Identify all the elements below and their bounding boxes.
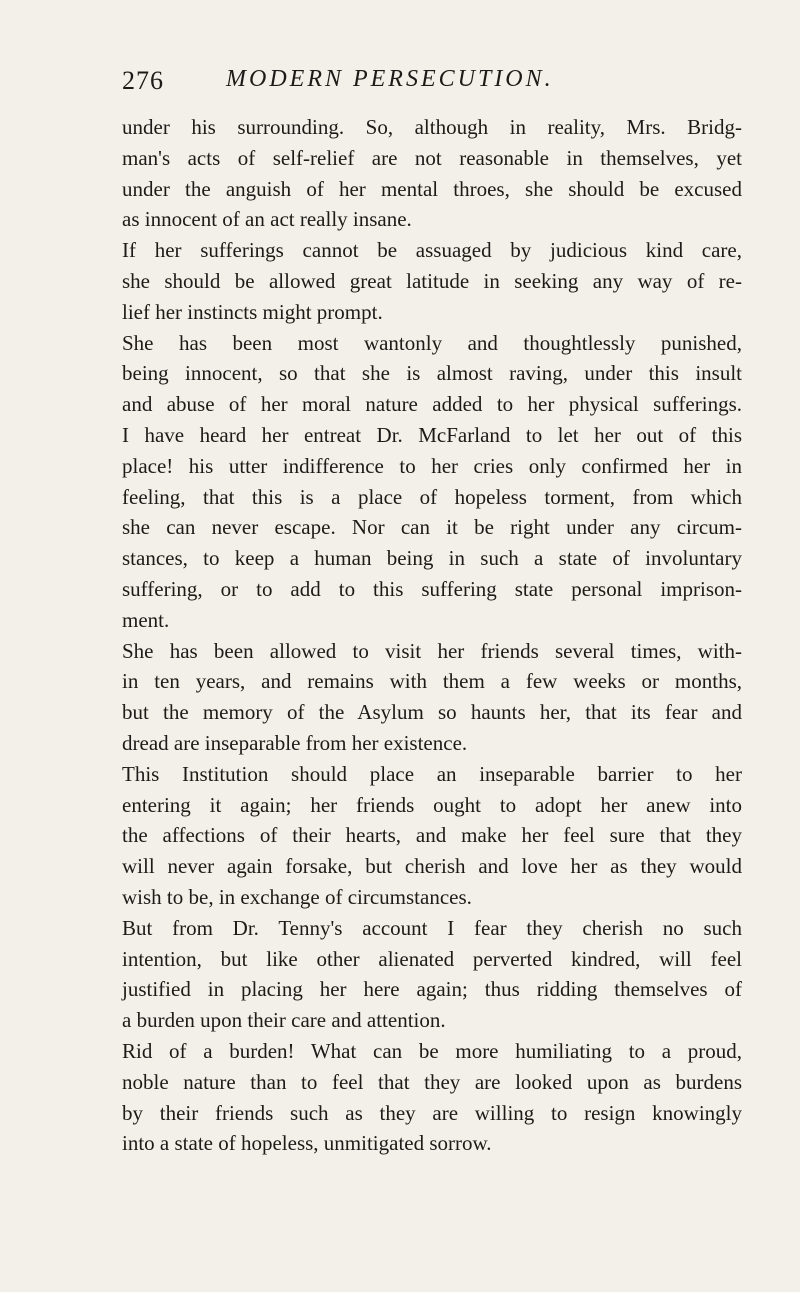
text-line: as innocent of an act really insane.	[122, 207, 412, 232]
text-line: intention, but like other alienated perverted kindred, will feel	[122, 946, 742, 971]
text-line: in ten years, and remains with them a few weeks or months,	[122, 669, 742, 694]
text-line: This Institution should place an inseparable barrier to her	[122, 761, 742, 786]
text-line: But from Dr. Tenny's account I fear they cherish no such	[122, 915, 742, 940]
text-line: I have heard her entreat Dr. McFarland to let her out of this	[122, 422, 742, 447]
text-line: will never again forsake, but cherish and love her as they would	[122, 854, 742, 879]
text-line: by their friends such as they are willing to resign knowingly	[122, 1100, 742, 1125]
text-line: into a state of hopeless, unmitigated sorrow.	[122, 1131, 492, 1156]
text-line: wish to be, in exchange of circumstances.	[122, 884, 472, 909]
text-line: a burden upon their care and attention.	[122, 1008, 446, 1033]
text-line: the affections of their hearts, and make her feel sure that they	[122, 823, 742, 848]
text-line: she should be allowed great latitude in seeking any way of re-	[122, 268, 742, 293]
text-line: and abuse of her moral nature added to her physical sufferings.	[122, 392, 742, 417]
text-line: under his surrounding. So, although in reality, Mrs. Bridg-	[122, 115, 742, 139]
text-line: being innocent, so that she is almost raving, under this insult	[122, 361, 742, 386]
text-line: but the memory of the Asylum so haunts her, that its fear and	[122, 700, 742, 725]
page-header	[122, 58, 742, 98]
body-text	[122, 112, 742, 1159]
text-line: She has been most wantonly and thoughtlessly punished,	[122, 330, 742, 355]
text-line: entering it again; her friends ought to adopt her anew into	[122, 792, 742, 817]
text-line: man's acts of self-relief are not reasonable in themselves, yet	[122, 145, 742, 170]
text-line: feeling, that this is a place of hopeless torment, from which	[122, 484, 742, 509]
page-number: 276	[122, 66, 164, 95]
text-line: stances, to keep a human being in such a state of involuntary	[122, 546, 742, 571]
text-line: place! his utter indifference to her cries only confirmed her in	[122, 453, 742, 478]
text-line: noble nature than to feel that they are looked upon as burdens	[122, 1069, 742, 1094]
text-line: ment.	[122, 607, 170, 632]
text-line: justified in placing her here again; thus ridding themselves of	[122, 977, 742, 1002]
text-line: If her sufferings cannot be assuaged by judicious kind care,	[122, 238, 742, 263]
running-head: MODERN PERSECUTION.	[226, 66, 554, 92]
text-line: She has been allowed to visit her friends several times, with-	[122, 638, 742, 663]
text-line: suffering, or to add to this suffering state personal imprison-	[122, 576, 742, 601]
text-line: she can never escape. Nor can it be right under any circum-	[122, 515, 742, 540]
text-line: dread are inseparable from her existence.	[122, 730, 468, 755]
text-line: lief her instincts might prompt.	[122, 299, 383, 324]
text-line: under the anguish of her mental throes, she should be excused	[122, 176, 742, 201]
text-line: Rid of a burden! What can be more humiliating to a proud,	[122, 1038, 742, 1063]
